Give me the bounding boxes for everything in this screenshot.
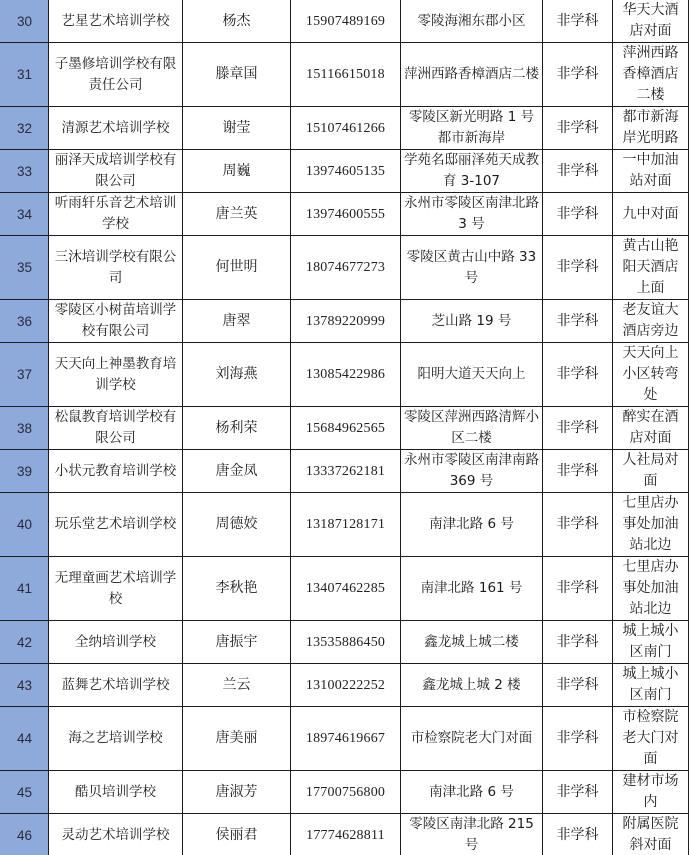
phone-number: 13337262181 [291,450,401,493]
category: 非学科 [543,0,613,43]
row-number: 40 [1,493,49,557]
contact-person: 杨杰 [183,0,291,43]
school-address: 市检察院老大门对面 [401,707,543,771]
school-name: 子墨修培训学校有限责任公司 [49,43,183,107]
school-name: 零陵区小树苗培训学校有限公司 [49,300,183,343]
school-name: 听雨轩乐音艺术培训学校 [49,193,183,236]
phone-number: 13100222252 [291,664,401,707]
row-number: 39 [1,450,49,493]
landmark: 天天向上小区转弯处 [613,343,689,407]
landmark: 黄古山艳阳天酒店上面 [613,236,689,300]
school-address: 零陵区新光明路 1 号都市新海岸 [401,107,543,150]
school-address: 零陵区南津北路 215 号 [401,814,543,855]
contact-person: 唐金凤 [183,450,291,493]
contact-person: 杨利荣 [183,407,291,450]
category: 非学科 [543,150,613,193]
table-row [1,0,689,43]
landmark: 醉实在酒店对面 [613,407,689,450]
table-row [1,664,689,707]
contact-person: 刘海燕 [183,343,291,407]
category: 非学科 [543,407,613,450]
row-number: 31 [1,43,49,107]
landmark: 萍洲西路香樟酒店二楼 [613,43,689,107]
school-address: 鑫龙城上城二楼 [401,621,543,664]
school-name: 灵动艺术培训学校 [49,814,183,855]
contact-person: 兰云 [183,664,291,707]
category: 非学科 [543,771,613,814]
school-address: 永州市零陵区南津北路 3 号 [401,193,543,236]
school-name: 蓝舞艺术培训学校 [49,664,183,707]
phone-number: 15116615018 [291,43,401,107]
contact-person: 周德姣 [183,493,291,557]
table-row [1,407,689,450]
row-number: 33 [1,150,49,193]
row-number: 42 [1,621,49,664]
category: 非学科 [543,493,613,557]
table-row [1,707,689,771]
category: 非学科 [543,621,613,664]
table-row [1,43,689,107]
contact-person: 唐振宇 [183,621,291,664]
landmark: 都市新海岸光明路 [613,107,689,150]
row-number: 36 [1,300,49,343]
contact-person: 唐淑芳 [183,771,291,814]
contact-person: 何世明 [183,236,291,300]
table-row [1,814,689,855]
contact-person: 侯丽君 [183,814,291,855]
table-row [1,771,689,814]
landmark: 人社局对面 [613,450,689,493]
landmark: 城上城小区南门 [613,621,689,664]
school-name: 松鼠教育培训学校有限公司 [49,407,183,450]
phone-number: 15684962565 [291,407,401,450]
landmark: 城上城小区南门 [613,664,689,707]
table-row [1,450,689,493]
phone-number: 13974605135 [291,150,401,193]
category: 非学科 [543,707,613,771]
phone-number: 13535886450 [291,621,401,664]
phone-number: 13085422986 [291,343,401,407]
phone-number: 17700756800 [291,771,401,814]
category: 非学科 [543,343,613,407]
landmark: 一中加油站对面 [613,150,689,193]
table-row [1,107,689,150]
school-address: 学苑名邸丽泽苑天成教育 3-107 [401,150,543,193]
category: 非学科 [543,664,613,707]
phone-number: 15107461266 [291,107,401,150]
category: 非学科 [543,236,613,300]
contact-person: 唐翠 [183,300,291,343]
category: 非学科 [543,814,613,855]
school-address: 南津北路 6 号 [401,771,543,814]
row-number: 43 [1,664,49,707]
school-name: 天天向上神墨教育培训学校 [49,343,183,407]
row-number: 41 [1,557,49,621]
phone-number: 13974600555 [291,193,401,236]
phone-number: 17774628811 [291,814,401,855]
category: 非学科 [543,43,613,107]
landmark: 建材市场内 [613,771,689,814]
table-row [1,193,689,236]
school-address: 南津北路 6 号 [401,493,543,557]
school-address: 零陵区黄古山中路 33 号 [401,236,543,300]
category: 非学科 [543,450,613,493]
table-row [1,557,689,621]
table-row [1,343,689,407]
row-number: 38 [1,407,49,450]
phone-number: 18974619667 [291,707,401,771]
row-number: 35 [1,236,49,300]
row-number: 46 [1,814,49,855]
school-name: 海之艺培训学校 [49,707,183,771]
phone-number: 15907489169 [291,0,401,43]
contact-person: 李秋艳 [183,557,291,621]
row-number: 37 [1,343,49,407]
contact-person: 滕章国 [183,43,291,107]
landmark: 九中对面 [613,193,689,236]
school-name: 全纳培训学校 [49,621,183,664]
contact-person: 谢莹 [183,107,291,150]
landmark: 华天大酒店对面 [613,0,689,43]
school-address: 萍洲西路香樟酒店二楼 [401,43,543,107]
category: 非学科 [543,107,613,150]
phone-number: 18074677273 [291,236,401,300]
school-name: 酷贝培训学校 [49,771,183,814]
landmark: 七里店办事处加油站北边 [613,557,689,621]
landmark: 七里店办事处加油站北边 [613,493,689,557]
school-address: 阳明大道天天向上 [401,343,543,407]
category: 非学科 [543,300,613,343]
contact-person: 周巍 [183,150,291,193]
landmark: 市检察院老大门对面 [613,707,689,771]
category: 非学科 [543,557,613,621]
table-row [1,236,689,300]
school-address: 芝山路 19 号 [401,300,543,343]
contact-person: 唐兰英 [183,193,291,236]
school-name: 三沐培训学校有限公司 [49,236,183,300]
landmark: 附属医院斜对面 [613,814,689,855]
landmark: 老友谊大酒店旁边 [613,300,689,343]
phone-number: 13407462285 [291,557,401,621]
school-address: 鑫龙城上城 2 楼 [401,664,543,707]
category: 非学科 [543,193,613,236]
phone-number: 13187128171 [291,493,401,557]
table-row [1,150,689,193]
phone-number: 13789220999 [291,300,401,343]
school-name: 小状元教育培训学校 [49,450,183,493]
school-name: 丽泽天成培训学校有限公司 [49,150,183,193]
school-address: 零陵海湘东郡小区 [401,0,543,43]
table-row [1,493,689,557]
table-row [1,621,689,664]
row-number: 32 [1,107,49,150]
row-number: 34 [1,193,49,236]
row-number: 45 [1,771,49,814]
table-row [1,300,689,343]
school-name: 玩乐堂艺术培训学校 [49,493,183,557]
school-name: 清源艺术培训学校 [49,107,183,150]
school-name: 无理童画艺术培训学校 [49,557,183,621]
row-number: 30 [1,0,49,43]
school-address: 零陵区萍洲西路清辉小区二楼 [401,407,543,450]
school-address: 南津北路 161 号 [401,557,543,621]
row-number: 44 [1,707,49,771]
table-body [1,0,689,855]
school-address: 永州市零陵区南津南路 369 号 [401,450,543,493]
contact-person: 唐美丽 [183,707,291,771]
school-name: 艺星艺术培训学校 [49,0,183,43]
